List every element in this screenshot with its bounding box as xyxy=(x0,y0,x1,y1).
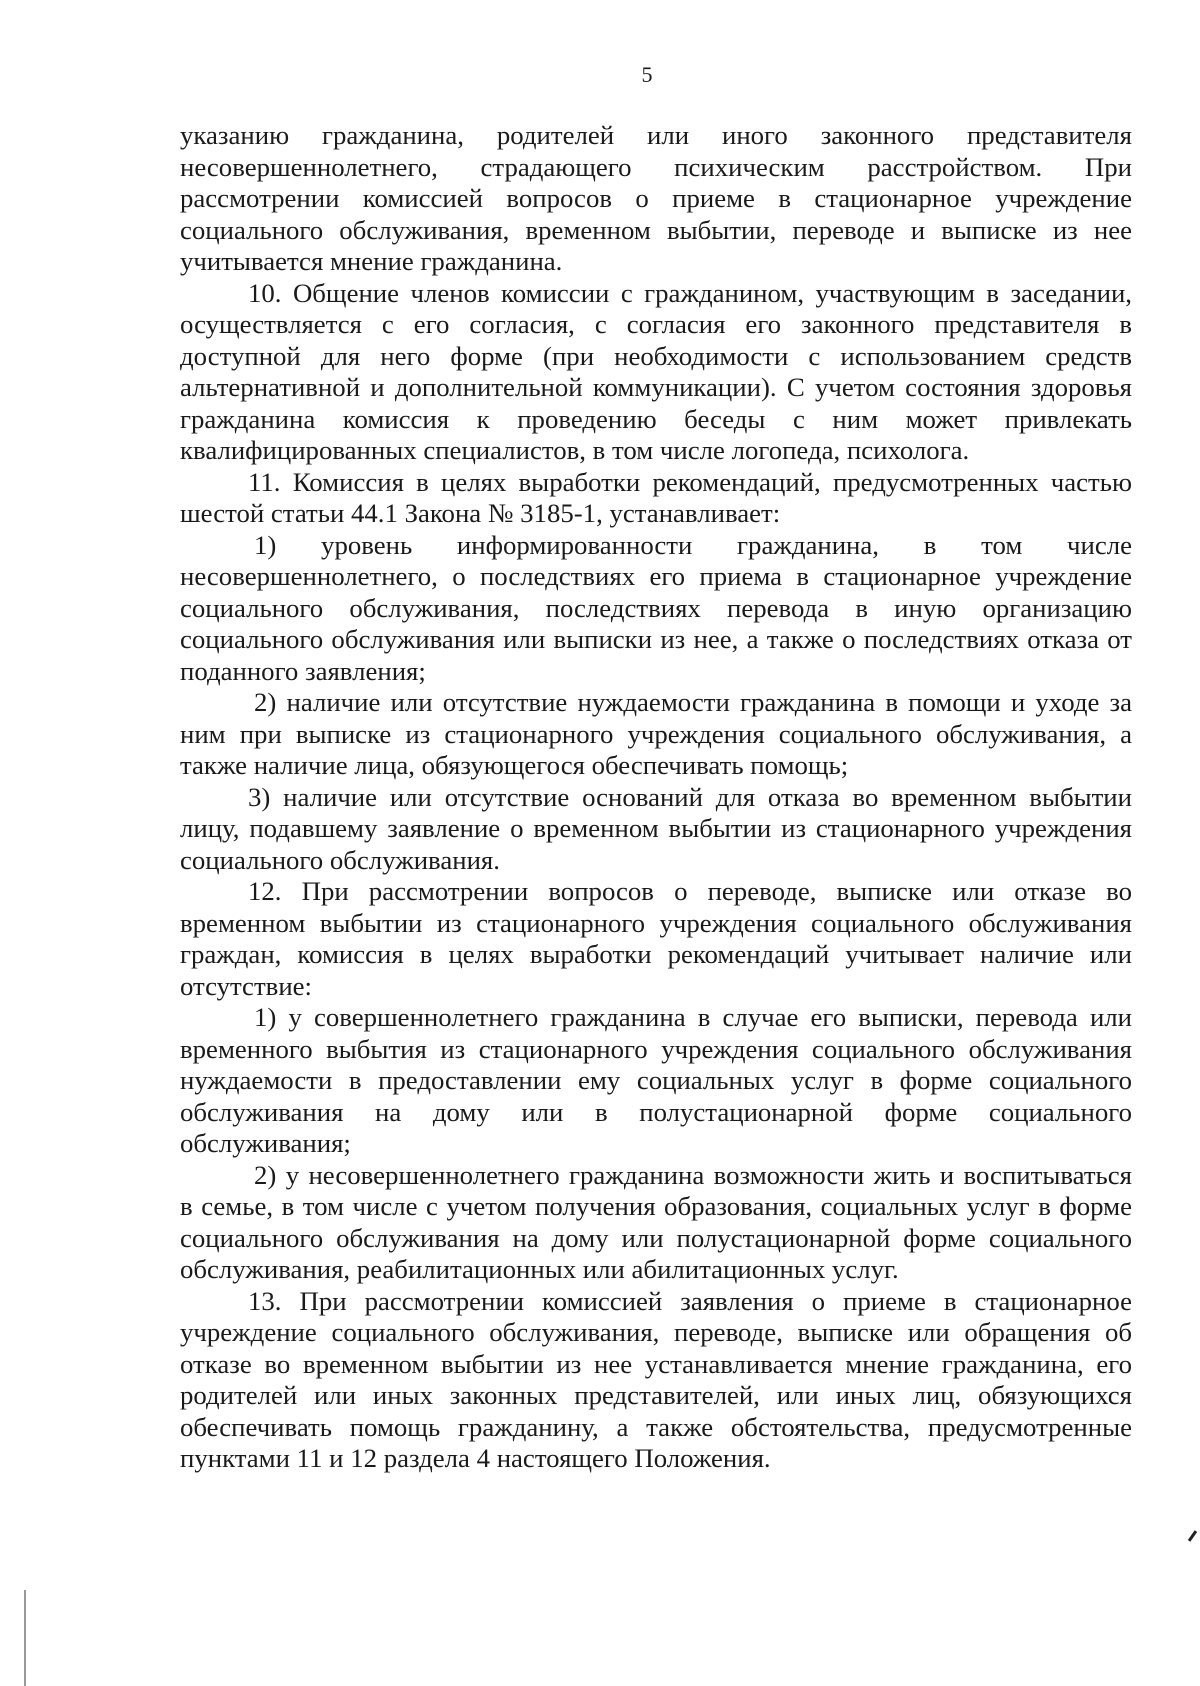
paragraph-11-item-2: 2) наличие или отсутствие нуждаемости гражданина в помощи и уходе за ним при выписке из стационарного учреждения социального обслуживания, а также наличие лица, обязующегося обеспечивать помощь; xyxy=(180,687,1132,780)
paragraph-11-item-3: 3) наличие или отсутствие оснований для отказа во временном выбытии лицу, подавшему заявление о временном выбытии из стационарного учреждения социального обслуживания. xyxy=(180,781,1132,875)
paragraph-11: 11. Комиссия в целях выработки рекомендаций, предусмотренных частью шестой статьи 44.1 Закона № 3185-1, устанавливает: xyxy=(180,466,1132,528)
paragraph-12: 12. При рассмотрении вопросов о переводе, выписке или отказе во временном выбытии из стационарного учреждения социального обслуживания граждан, комиссия в целях выработки рекомендаций учитывает наличие или отсутствие: xyxy=(180,876,1132,1001)
scan-edge-line xyxy=(24,1590,26,1686)
paragraph-12-item-1: 1) у совершеннолетнего гражданина в случае его выписки, перевода или временного выбытия из стационарного учреждения социального обслуживания нуждаемости в предоставлении ему социальных услуг в форме социального обслуживания на дому или в полустационарной форме социального обслуживания; xyxy=(180,1002,1132,1158)
paragraph-continuation: указанию гражданина, родителей или иного законного представителя несовершеннолетнего, страдающего психическим расстройством. При рассмотрении комиссией вопросов о приеме в стационарное учреждение социального обслуживания, временном выбытии, переводе и выписке из нее учитывается мнение гражданина. xyxy=(180,120,1132,276)
page-number: 5 xyxy=(641,62,653,87)
paragraph-12-item-2: 2) у несовершеннолетнего гражданина возможности жить и воспитываться в семье, в том числе с учетом получения образования, социальных услуг в форме социального обслуживания на дому или полустационарной форме социального обслуживания, реабилитационных или абилитационных услуг. xyxy=(180,1159,1132,1284)
document-body xyxy=(180,120,1132,1475)
paragraph-11-item-1: 1) уровень информированности гражданина, в том числе несовершеннолетнего, о последствиях его приема в стационарное учреждение социального обслуживания, последствиях перевода в иную организацию социального обслуживания или выписки из нее, а также о последствиях отказа от поданного заявления; xyxy=(180,529,1132,686)
scan-artifact-mark xyxy=(1188,1530,1197,1542)
paragraph-13: 13. При рассмотрении комиссией заявления о приеме в стационарное учреждение социального обслуживания, переводе, выписке или обращения об отказе во временном выбытии из нее устанавливается мнение гражданина, его родителей или иных законных представителей, или иных лиц, обязующихся обеспечивать помощь гражданину, а также обстоятельства, предусмотренные пунктами 11 и 12 раздела 4 настоящего Положения. xyxy=(180,1285,1132,1473)
paragraph-10: 10. Общение членов комиссии с гражданином, участвующим в заседании, осуществляется с его согласия, с согласия его законного представителя в доступной для него форме (при необходимости с использованием средств альтернативной и дополнительной коммуникации). С учетом состояния здоровья гражданина комиссия к проведению беседы с ним может привлекать квалифицированных специалистов, в том числе логопеда, психолога. xyxy=(180,277,1132,465)
